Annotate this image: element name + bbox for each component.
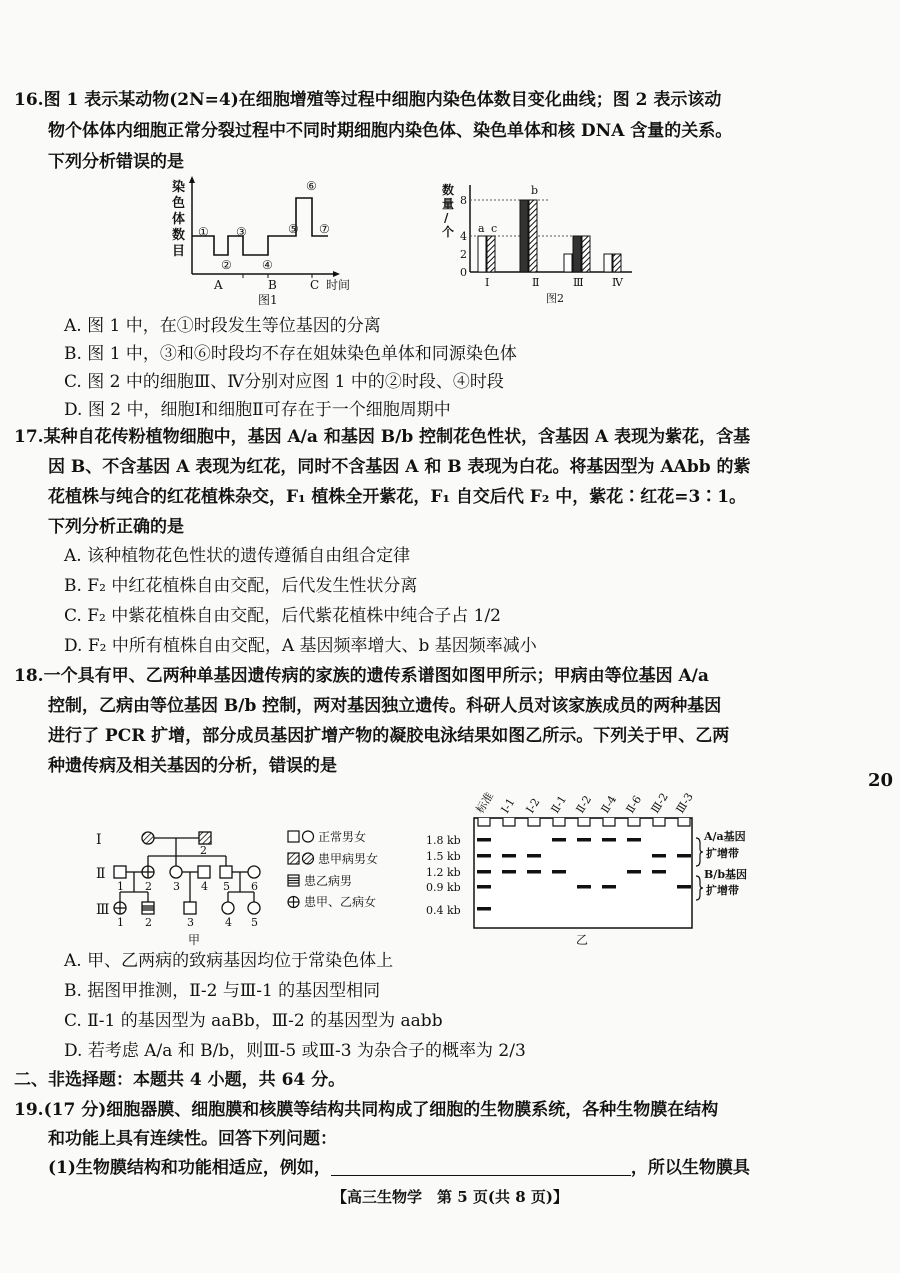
pedigree-iii-4-female (222, 902, 234, 914)
fig2-bar-a-3 (564, 254, 572, 272)
q19-sub1-after: ，所以生物膜具 (630, 1158, 750, 1178)
gel-lane-label: Ⅰ-2 (523, 795, 543, 816)
q18-stem-line-3: 进行了 PCR 扩增，部分成员基因扩增产物的凝胶电泳结果如图乙所示。下列关于甲、乙两 (48, 726, 730, 746)
section-2-heading: 二、非选择题：本题共 4 小题，共 64 分。 (14, 1070, 346, 1090)
legend-both-label: 患甲、乙病女 (304, 895, 377, 909)
q16-option-a: A. 图 1 中，在①时段发生等位基因的分离 (64, 316, 381, 336)
gel-lane-label: Ⅱ-1 (548, 793, 570, 816)
q18-option-d: D. 若考虑 A/a 和 B/b，则Ⅲ-5 或Ⅲ-3 为杂合子的概率为 2/3 (64, 1041, 526, 1061)
pedigree-figure (90, 820, 460, 950)
gel-size-label: 0.4 kb (426, 904, 461, 917)
ped-num: 3 (173, 880, 180, 893)
fig2-bar-b-2 (520, 200, 528, 272)
ped-num: 4 (201, 880, 208, 893)
q19-stem-line-2: 和功能上具有连续性。回答下列问题： (48, 1129, 337, 1149)
fig2-ylabel-char: / (444, 211, 449, 225)
q16-option-d: D. 图 2 中，细胞Ⅰ和细胞Ⅱ可存在于一个细胞周期中 (64, 400, 451, 420)
gel-band (527, 870, 541, 874)
pedigree-ii-6-female (248, 866, 260, 878)
fig2-group-3: Ⅲ (573, 276, 584, 289)
legend-a-label: 患甲病男女 (318, 852, 379, 866)
gel-band (627, 870, 641, 874)
q18-stem-line-4: 种遗传病及相关基因的分析，错误的是 (48, 756, 337, 776)
gel-right-label: A/a基因 (704, 830, 746, 843)
q17-stem-line-3: 花植株与纯合的红花植株杂交，F₁ 植株全开紫花，F₁ 自交后代 F₂ 中，紫花∶红花=3∶1。 (48, 487, 747, 507)
fig2-bar-c-4 (613, 254, 621, 272)
fig1-xtick-a: A (214, 278, 223, 292)
fig1-marker-7: ⑦ (319, 222, 330, 236)
ped-num: 2 (145, 916, 152, 929)
gel-right-label: 扩增带 (706, 884, 739, 897)
gel-lane-label: 标准 (473, 790, 497, 816)
q16-option-b: B. 图 1 中，③和⑥时段均不存在姐妹染色单体和同源染色体 (64, 344, 517, 364)
fig2-bar-a-4 (604, 254, 612, 272)
gel-band (552, 838, 566, 842)
legend-normal-label: 正常男女 (318, 830, 367, 844)
q17-stem-line-2: 因 B、不含基因 A 表现为红花，同时不含基因 A 和 B 表现为白花。将基因型为 AAbb 的紫 (48, 457, 751, 477)
pedigree-caption: 甲 (188, 933, 201, 947)
fig1-ylabel-char: 目 (172, 244, 186, 259)
fig1-marker-3: ③ (236, 225, 247, 239)
gel-electrophoresis-figure (420, 778, 765, 948)
fig1-caption: 图1 (258, 293, 278, 307)
pedigree-ii-4-male (198, 866, 210, 878)
page-footer: 【高三生物学 第 5 页(共 8 页)】 (332, 1188, 568, 1206)
fig1-marker-4: ④ (262, 258, 273, 272)
gen-label-3: Ⅲ (96, 902, 110, 918)
gel-right-label: 扩增带 (706, 847, 739, 860)
ped-num: 3 (187, 916, 194, 929)
q18-option-c: C. Ⅱ-1 的基因型为 aaBb，Ⅲ-2 的基因型为 aabb (64, 1011, 443, 1031)
legend-normal-female-icon (303, 831, 314, 842)
ped-num: 1 (117, 916, 124, 929)
fig1-marker-1: ① (198, 225, 209, 239)
fig1-marker-6: ⑥ (306, 179, 317, 193)
gel-band (577, 838, 591, 842)
fig2-group-1: Ⅰ (485, 276, 490, 289)
gel-band (577, 885, 591, 889)
gel-band (627, 838, 641, 842)
gel-lane-label: Ⅱ-4 (598, 793, 620, 816)
fig2-bar-a-1 (478, 236, 486, 272)
pedigree-ii-5-male (220, 866, 232, 878)
q18-option-a: A. 甲、乙两病的致病基因均位于常染色体上 (64, 951, 394, 971)
gel-brace-a (696, 838, 703, 866)
q18-option-b: B. 据图甲推测，Ⅱ-2 与Ⅲ-1 的基因型相同 (64, 981, 381, 1001)
pedigree-i-1-female-affected (142, 832, 154, 844)
q18-stem-line-2: 控制，乙病由等位基因 B/b 控制，两对基因独立遗传。科研人员对该家族成员的两种基因 (48, 696, 722, 716)
figure-2-bar-chart (440, 180, 640, 310)
side-page-number: 20 (868, 770, 894, 791)
gel-size-label: 1.8 kb (426, 834, 461, 847)
fig1-y-arrow (189, 176, 195, 183)
fig2-series-letter-a: a (478, 222, 485, 235)
q19-stem-line-1: 19.(17 分)细胞器膜、细胞膜和核膜等结构共同构成了细胞的生物膜系统，各种生物膜在结构 (14, 1100, 719, 1120)
gel-caption: 乙 (576, 933, 589, 947)
fig2-ylabel-char: 量 (442, 197, 455, 211)
fig2-series-letter-c: c (491, 222, 498, 235)
gel-band (502, 854, 516, 858)
gel-lane-label: Ⅲ-3 (673, 790, 696, 816)
gel-band (477, 854, 491, 858)
gel-band (677, 854, 691, 858)
gen-label-1: Ⅰ (96, 832, 102, 848)
fig2-bar-c-2 (529, 200, 537, 272)
figure-1-chromosome-curve (168, 176, 368, 316)
q19-sub1-before: (1)生物膜结构和功能相适应，例如， (48, 1158, 331, 1178)
fig1-xlabel: 时间 (326, 278, 351, 292)
q18-stem-line-1: 18.一个具有甲、乙两种单基因遗传病的家族的遗传系谱图如图甲所示；甲病由等位基因 A/a (14, 666, 709, 686)
gel-size-label: 1.5 kb (426, 850, 461, 863)
ped-num: 2 (145, 880, 152, 893)
gel-band (477, 885, 491, 889)
gen-label-2: Ⅱ (96, 866, 106, 882)
fig2-bar-b-3 (573, 236, 581, 272)
gel-band (602, 885, 616, 889)
fig2-ylabel-char: 个 (442, 225, 455, 239)
q16-stem-line-1: 16.图 1 表示某动物(2N=4)在细胞增殖等过程中细胞内染色体数目变化曲线；图 2 表示该动 (14, 90, 722, 110)
fig1-ylabel-char: 色 (172, 196, 186, 211)
gel-band (477, 907, 491, 911)
gel-size-label: 0.9 kb (426, 881, 461, 894)
fig2-group-2: Ⅱ (532, 276, 540, 289)
gel-band (677, 885, 691, 889)
gel-brace-b (696, 876, 703, 900)
fig2-ytick: 8 (460, 194, 467, 207)
fig1-xtick-b: B (268, 278, 277, 292)
fig2-ytick: 2 (460, 248, 467, 261)
pedigree-ii-3-female (170, 866, 182, 878)
ped-num: 4 (225, 916, 232, 929)
fig2-ylabel-char: 数 (442, 183, 455, 197)
gel-band (652, 870, 666, 874)
fig2-ytick: 4 (460, 230, 467, 243)
q17-option-c: C. F₂ 中紫花植株自由交配，后代紫花植株中纯合子占 1/2 (64, 606, 501, 626)
ped-num: 6 (251, 880, 258, 893)
pedigree-ii-1-male (114, 866, 126, 878)
q17-stem-line-1: 17.某种自花传粉植物细胞中，基因 A/a 和基因 B/b 控制花色性状，含基因 A 表现为紫花，含基 (14, 427, 751, 447)
q17-option-d: D. F₂ 中所有植株自由交配，A 基因频率增大、b 基因频率减小 (64, 636, 537, 656)
fig1-ylabel-char: 数 (172, 228, 186, 243)
fig1-ylabel-char: 染 (172, 180, 186, 195)
gel-right-label: B/b基因 (704, 868, 748, 881)
pedigree-iii-5-female (248, 902, 260, 914)
q16-option-c: C. 图 2 中的细胞Ⅲ、Ⅳ分别对应图 1 中的②时段、④时段 (64, 372, 504, 392)
fig1-curve-line (192, 198, 328, 255)
fig2-series-letter-b: b (531, 184, 539, 197)
gel-lane-label: Ⅱ-2 (573, 793, 595, 816)
gel-band (552, 870, 566, 874)
fig1-x-arrow (333, 271, 340, 277)
legend-a-female-icon (303, 853, 314, 864)
legend-normal-male-icon (288, 831, 299, 842)
q17-stem-line-4: 下列分析正确的是 (48, 517, 184, 537)
ped-num: 2 (200, 844, 207, 857)
gel-band (477, 870, 491, 874)
fig2-group-4: Ⅳ (612, 276, 623, 289)
gel-lane-label: Ⅲ-2 (648, 790, 671, 816)
fig2-bar-c-1 (487, 236, 495, 272)
q19-answer-blank[interactable] (331, 1157, 631, 1176)
legend-a-male-icon (288, 853, 299, 864)
pedigree-iii-3-male (184, 902, 196, 914)
q17-option-b: B. F₂ 中红花植株自由交配，后代发生性状分离 (64, 576, 418, 596)
gel-band (477, 838, 491, 842)
fig1-marker-5: ⑤ (288, 222, 299, 236)
gel-lane-label: Ⅰ-1 (498, 795, 518, 816)
legend-b-label: 患乙病男 (304, 874, 353, 888)
ped-num: 5 (223, 880, 230, 893)
q19-sub-1 (48, 1156, 750, 1180)
ped-num: 5 (251, 916, 258, 929)
fig2-bar-c-3 (582, 236, 590, 272)
fig1-xtick-c: C (310, 278, 320, 292)
gel-band (527, 854, 541, 858)
fig1-marker-2: ② (221, 258, 232, 272)
fig2-caption: 图2 (546, 292, 564, 305)
q17-option-a: A. 该种植物花色性状的遗传遵循自由组合定律 (64, 546, 411, 566)
fig1-ylabel-char: 体 (172, 212, 186, 227)
gel-lane-label: Ⅱ-6 (623, 793, 645, 816)
pedigree-i-2-male-affected (199, 832, 211, 844)
q16-stem-line-2: 物个体体内细胞正常分裂过程中不同时期细胞内染色体、染色单体和核 DNA 含量的关系。 (48, 121, 733, 141)
gel-band (502, 870, 516, 874)
gel-band (602, 838, 616, 842)
gel-band (652, 854, 666, 858)
gel-size-label: 1.2 kb (426, 866, 461, 879)
fig2-ytick: 0 (460, 266, 467, 279)
q16-stem-line-3: 下列分析错误的是 (48, 152, 184, 172)
ped-num: 1 (117, 880, 124, 893)
